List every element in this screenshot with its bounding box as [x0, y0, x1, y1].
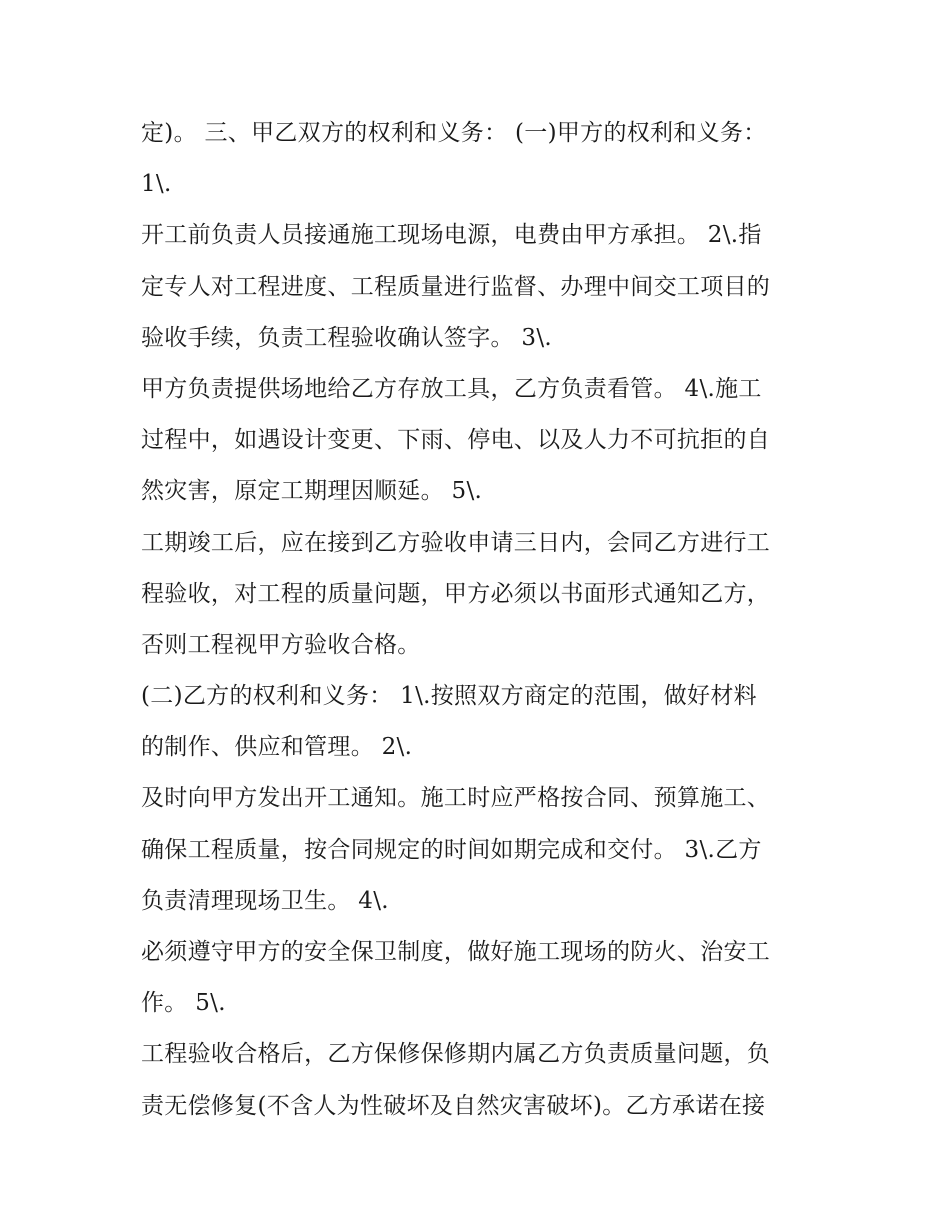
text-line: 工期竣工后，应在接到乙方验收申请三日内，会同乙方进行工: [141, 529, 771, 556]
text-line: 负责清理现场卫生。 4\.: [141, 887, 389, 914]
text-line: 及时向甲方发出开工通知。施工时应严格按合同、预算施工、: [141, 785, 771, 812]
text-line: 程验收，对工程的质量问题，甲方必须以书面形式通知乙方，: [141, 580, 771, 607]
text-line: 甲方负责提供场地给乙方存放工具，乙方负责看管。 4\.施工: [141, 375, 762, 402]
text-line: 必须遵守甲方的安全保卫制度，做好施工现场的防火、治安工: [141, 939, 771, 965]
text-line: 验收手续，负责工程验收确认签字。 3\.: [141, 324, 553, 351]
text-line: 定专人对工程进度、工程质量进行监督、办理中间交工项目的: [141, 273, 771, 300]
text-line: 否则工程视甲方验收合格。: [141, 631, 421, 658]
text-line: 1\.: [141, 171, 172, 198]
text-line: 作。 5\.: [141, 990, 226, 1017]
text-line: 过程中，如遇设计变更、下雨、停电、以及人力不可抗拒的自: [141, 427, 771, 454]
text-line: 工程验收合格后，乙方保修保修期内属乙方负责质量问题，负: [141, 1041, 771, 1068]
text-line: 定)。 三、甲乙双方的权利和义务： (一)甲方的权利和义务：: [141, 120, 767, 146]
text-line: 的制作、供应和管理。 2\.: [141, 734, 413, 761]
text-line: 责无偿修复(不含人为性破坏及自然灾害破坏)。乙方承诺在接: [141, 1092, 766, 1119]
text-line: 然灾害，原定工期理因顺延。 5\.: [141, 478, 483, 505]
text-line: 开工前负责人员接通施工现场电源，电费由甲方承担。 2\.指: [141, 222, 762, 249]
text-line: (二)乙方的权利和义务： 1\.按照双方商定的范围，做好材料: [141, 683, 757, 710]
text-line: 确保工程质量，按合同规定的时间如期完成和交付。 3\.乙方: [141, 836, 762, 863]
document-body: [141, 108, 821, 1132]
